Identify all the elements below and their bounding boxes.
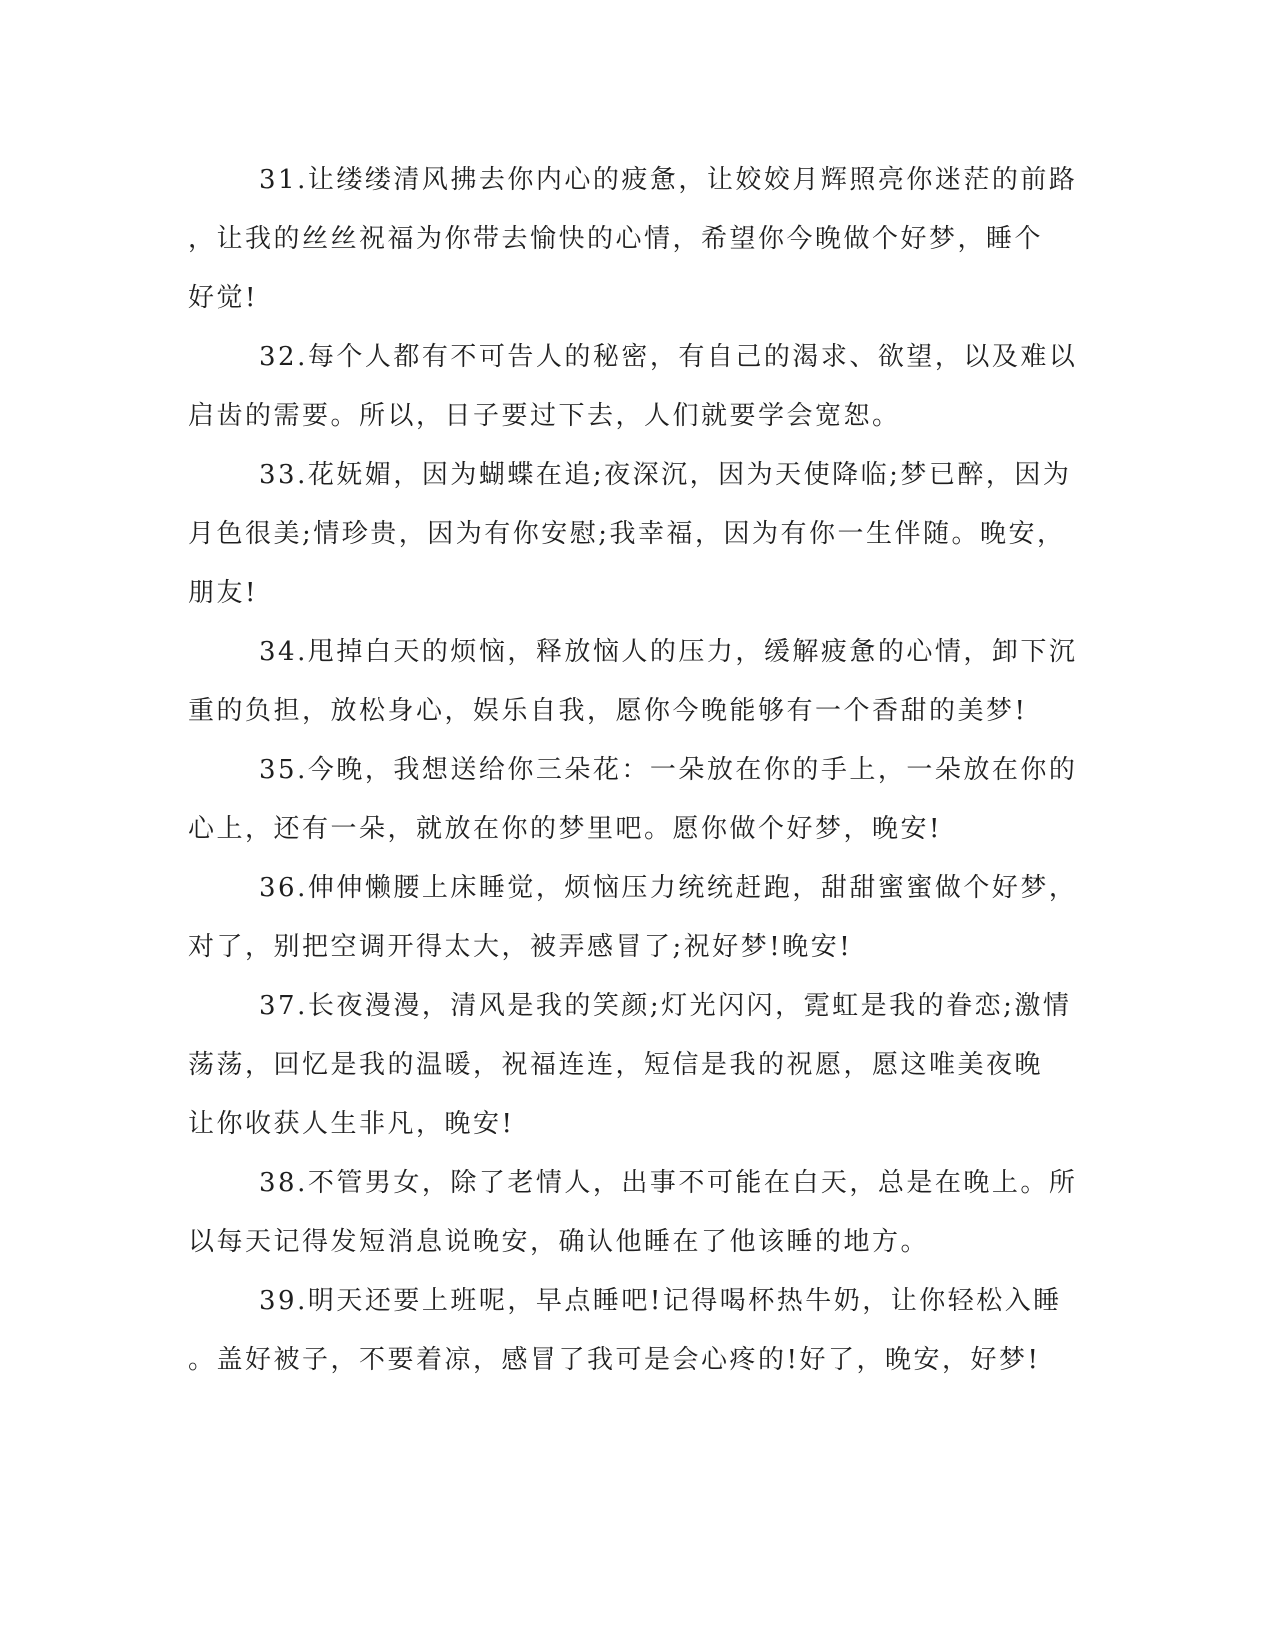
text-line: 心上，还有一朵，就放在你的梦里吧。愿你做个好梦，晚安!	[188, 814, 942, 844]
text-line: 启齿的需要。所以，日子要过下去，人们就要学会宽恕。	[188, 401, 901, 431]
text-line: 32.每个人都有不可告人的秘密，有自己的渴求、欲望，以及难以	[259, 342, 1078, 372]
text-line: 35.今晚，我想送给你三朵花：一朵放在你的手上，一朵放在你的	[259, 755, 1078, 785]
text-line: 31.让缕缕清风拂去你内心的疲惫，让姣姣月辉照亮你迷茫的前路	[259, 165, 1078, 195]
text-line: 37.长夜漫漫，清风是我的笑颜;灯光闪闪，霓虹是我的眷恋;激情	[259, 991, 1072, 1021]
text-line: 34.甩掉白天的烦恼，释放恼人的压力，缓解疲惫的心情，卸下沉	[259, 637, 1078, 667]
text-line: 对了，别把空调开得太大，被弄感冒了;祝好梦!晚安!	[188, 932, 853, 962]
text-line: 月色很美;情珍贵，因为有你安慰;我幸福，因为有你一生伴随。晚安，	[188, 519, 1066, 549]
text-line: 33.花妩媚，因为蝴蝶在追;夜深沉，因为天使降临;梦已醉，因为	[259, 460, 1072, 490]
text-line: 38.不管男女，除了老情人，出事不可能在白天，总是在晚上。所	[259, 1168, 1078, 1198]
text-line: ，让我的丝丝祝福为你带去愉快的心情，希望你今晚做个好梦，睡个	[188, 224, 1044, 254]
text-line: 36.伸伸懒腰上床睡觉，烦恼压力统统赶跑，甜甜蜜蜜做个好梦，	[259, 873, 1078, 903]
text-line: 朋友!	[188, 578, 258, 608]
text-line: 荡荡，回忆是我的温暖，祝福连连，短信是我的祝愿，愿这唯美夜晚	[188, 1050, 1044, 1080]
text-line: 好觉!	[188, 283, 258, 313]
text-line: 以每天记得发短消息说晚安，确认他睡在了他该睡的地方。	[188, 1227, 930, 1257]
text-line: 39.明天还要上班呢，早点睡吧!记得喝杯热牛奶，让你轻松入睡	[259, 1286, 1062, 1316]
text-line: 。盖好被子，不要着凉，感冒了我可是会心疼的!好了，晚安，好梦!	[188, 1345, 1041, 1375]
text-line: 重的负担，放松身心，娱乐自我，愿你今晚能够有一个香甜的美梦!	[188, 696, 1028, 726]
text-line: 让你收获人生非凡，晚安!	[188, 1109, 515, 1139]
